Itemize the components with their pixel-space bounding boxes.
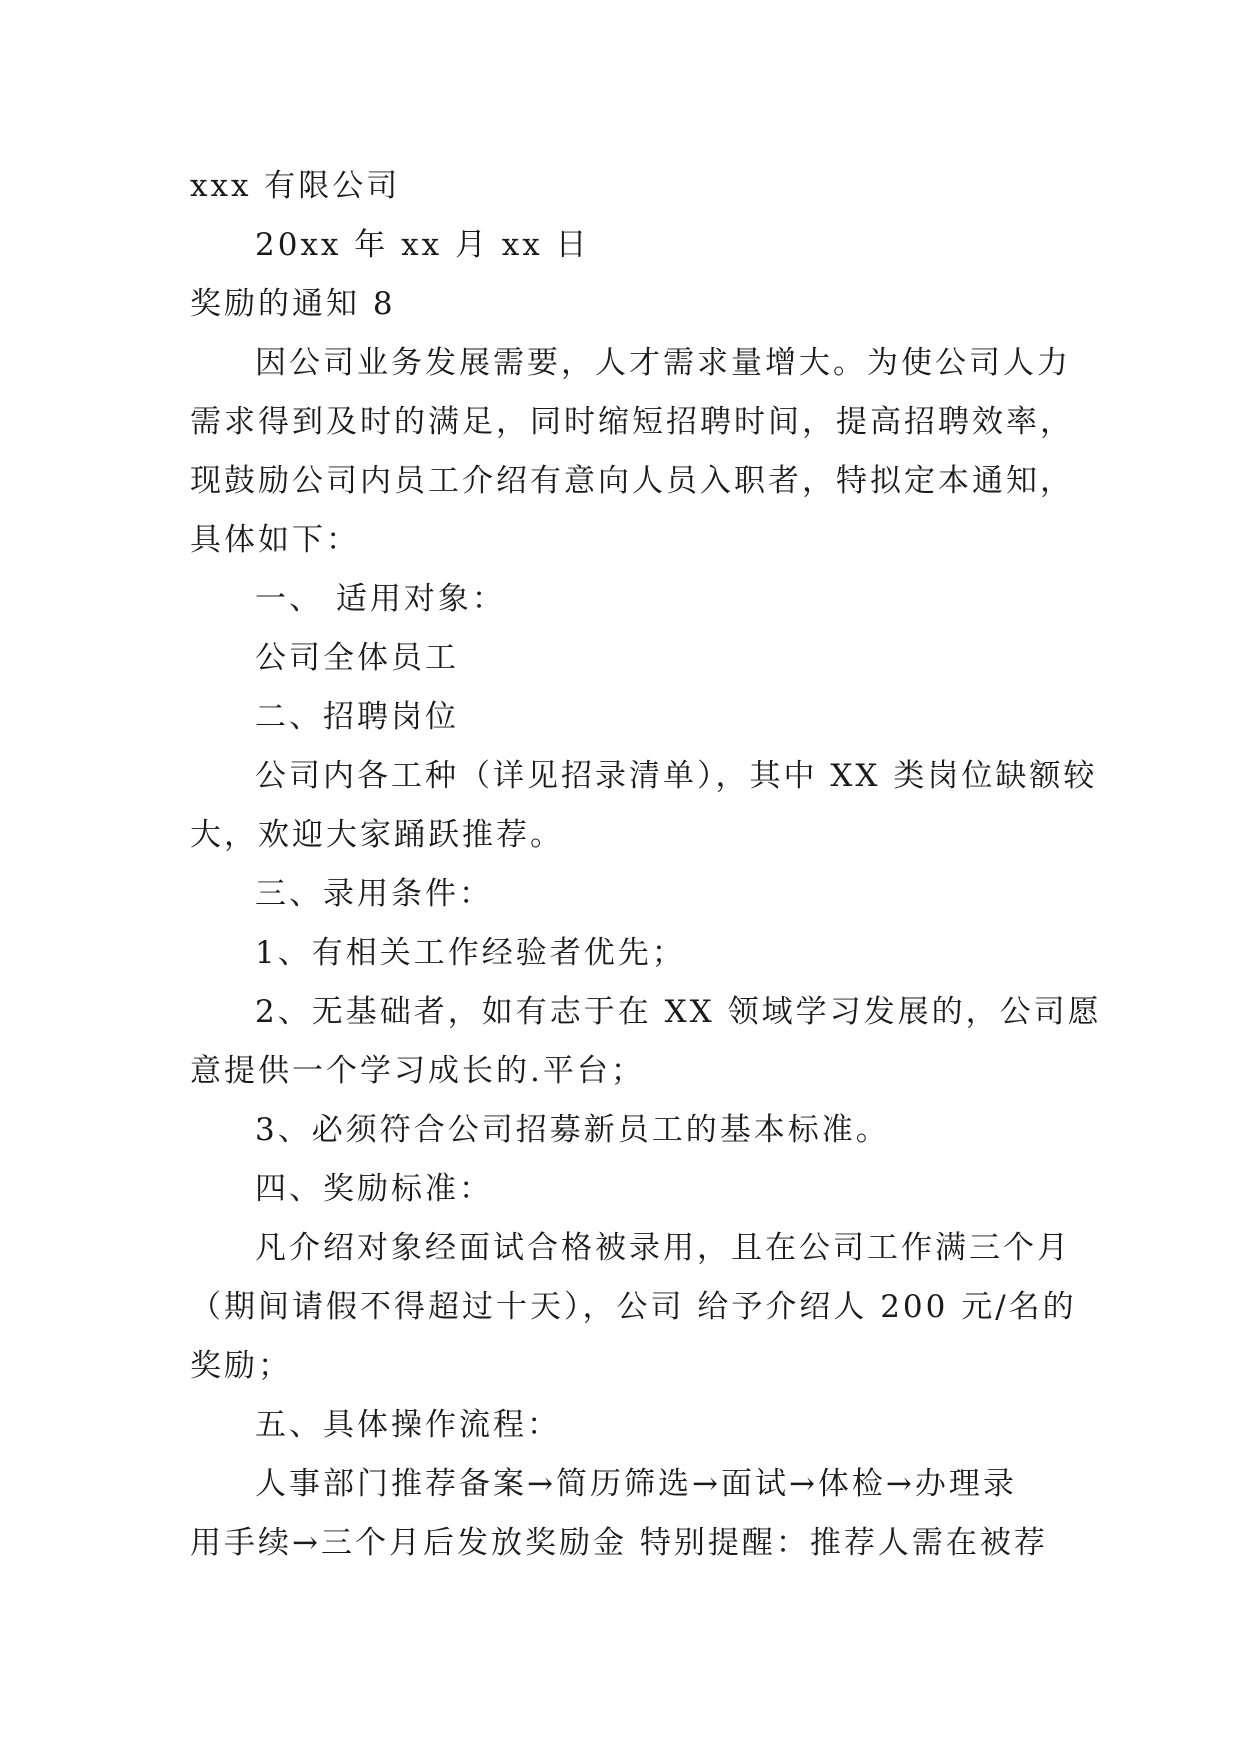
company-name: xxx 有限公司 — [190, 168, 401, 204]
paragraph-line: 用手续→三个月后发放奖励金 特别提醒：推荐人需在被荐 — [190, 1525, 1048, 1561]
section-heading-4: 四、奖励标准： — [255, 1171, 493, 1207]
section-heading-1: 一、 适用对象： — [255, 581, 506, 617]
paragraph-line: 需求得到及时的满足，同时缩短招聘时间，提高招聘效率， — [190, 404, 1074, 440]
paragraph-line: 大，欢迎大家踊跃推荐。 — [190, 817, 564, 853]
notice-title: 奖励的通知 8 — [190, 286, 396, 322]
section-heading-2: 二、招聘岗位 — [255, 699, 459, 735]
paragraph-line: 现鼓励公司内员工介绍有意向人员入职者，特拟定本通知， — [190, 463, 1074, 499]
paragraph-line: （期间请假不得超过十天），公司 给予介绍人 200 元/名的 — [190, 1289, 1077, 1325]
paragraph-line: 凡介绍对象经面试合格被录用，且在公司工作满三个月 — [255, 1230, 1071, 1266]
paragraph-line: 公司全体员工 — [255, 640, 459, 676]
date-line: 20xx 年 xx 月 xx 日 — [255, 227, 590, 263]
paragraph-line: 具体如下： — [190, 522, 360, 558]
list-item-continuation: 意提供一个学习成长的.平台； — [190, 1053, 645, 1089]
paragraph-line: 奖励； — [190, 1348, 292, 1384]
paragraph-line: 公司内各工种（详见招录清单），其中 XX 类岗位缺额较 — [255, 758, 1098, 794]
paragraph-line: 人事部门推荐备案→简历筛选→面试→体检→办理录 — [255, 1466, 1017, 1502]
list-item: 3、必须符合公司招募新员工的基本标准。 — [255, 1112, 890, 1148]
list-item: 1、有相关工作经验者优先； — [255, 935, 686, 971]
list-item: 2、无基础者，如有志于在 XX 领域学习发展的，公司愿 — [255, 994, 1102, 1030]
section-heading-3: 三、录用条件： — [255, 876, 493, 912]
section-heading-5: 五、具体操作流程： — [255, 1407, 561, 1443]
paragraph-line: 因公司业务发展需要，人才需求量增大。为使公司人力 — [255, 345, 1071, 381]
